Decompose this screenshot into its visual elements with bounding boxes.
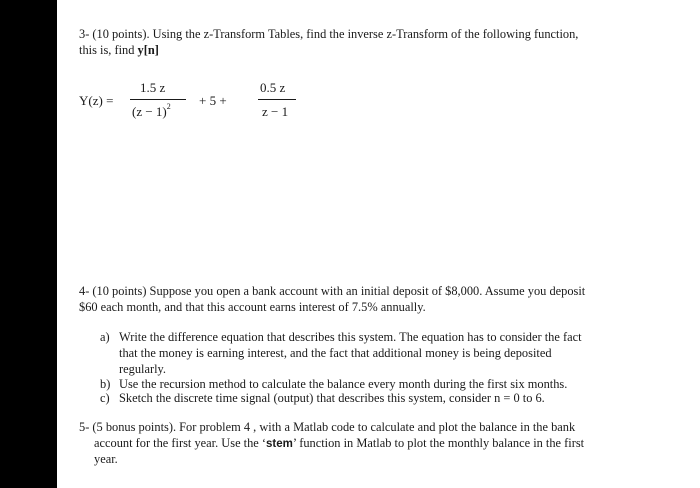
problem5-line3: year.	[94, 452, 118, 466]
problem4-a-line3: regularly.	[119, 362, 167, 376]
problem5-line1: 5- (5 bonus points). For problem 4 , with a Matlab code to calculate and plot the balance in the bank	[79, 420, 576, 434]
problem4-b-label: b)	[100, 377, 111, 391]
term1-denominator-base: (z − 1)	[132, 104, 167, 119]
term2-fraction-bar	[258, 99, 296, 100]
problem4-c-label: c)	[100, 391, 110, 405]
problem4-line2: $60 each month, and that this account earns interest of 7.5% annually.	[79, 300, 426, 314]
problem5-line2-suffix: ’ function in Matlab to plot the monthly balance in the first	[292, 436, 585, 450]
problem3-line1: 3- (10 points). Using the z-Transform Tables, find the inverse z-Transform of the following function,	[79, 27, 579, 41]
term1-fraction-bar	[130, 99, 186, 100]
problem3-line2	[79, 42, 159, 58]
problem3-line2-prefix: this is, find	[79, 43, 138, 57]
term1-exponent: 2	[166, 102, 171, 111]
problem4-a-label: a)	[100, 330, 110, 344]
term2-numerator: 0.5 z	[260, 80, 286, 95]
term1-denominator	[132, 104, 171, 120]
equation-lhs: Y(z) =	[79, 93, 114, 108]
problem5-line2	[94, 435, 584, 452]
term1-numerator: 1.5 z	[140, 80, 166, 95]
problem4-a-line2: that the money is earning interest, and the fact that additional money is being deposited	[119, 346, 552, 360]
document-page	[57, 0, 700, 488]
problem4-a-line1: Write the difference equation that describes this system. The equation has to consider the fact	[119, 330, 582, 344]
stem-keyword: stem	[266, 438, 293, 450]
problem3-target: y[n]	[137, 43, 159, 57]
problem5-line2-prefix: account for the first year. Use the ‘	[94, 436, 267, 450]
problem4-c-line1: Sketch the discrete time signal (output) that describes this system, consider n = 0 to 6.	[119, 391, 545, 405]
problem4-b-line1: Use the recursion method to calculate the balance every month during the first six months.	[119, 377, 568, 391]
equation-middle: + 5 +	[199, 93, 227, 108]
problem4-line1: 4- (10 points) Suppose you open a bank account with an initial deposit of $8,000. Assume you deposit	[79, 284, 586, 298]
term2-denominator: z − 1	[262, 104, 289, 119]
